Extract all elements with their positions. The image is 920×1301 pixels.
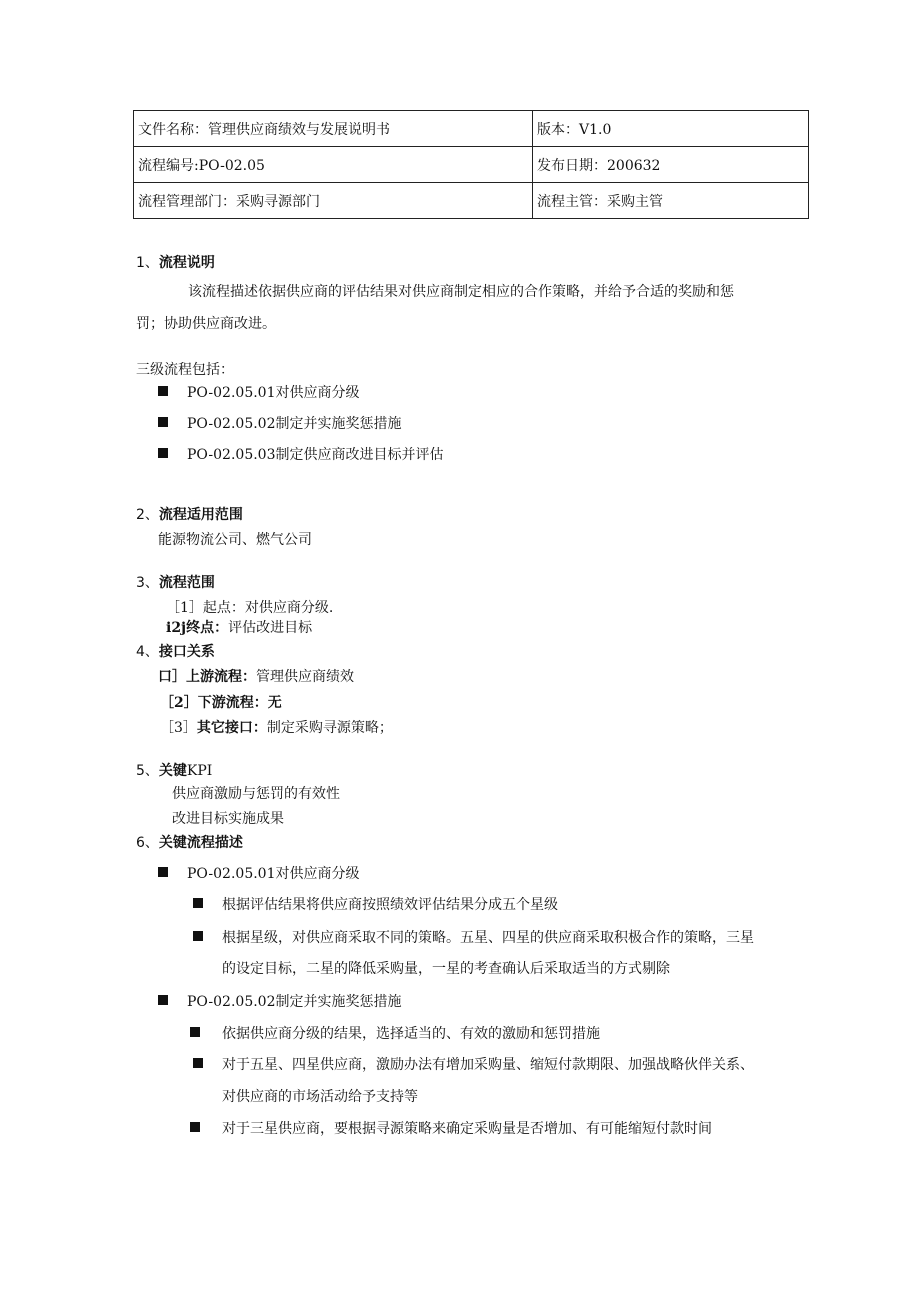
bullet-square-icon <box>193 1058 203 1068</box>
group-1-bullet-2-line1: 根据星级，对供应商采取不同的策略。五星、四星的供应商采取积极合作的策略，三星 <box>222 930 754 946</box>
bullet-square-icon <box>190 1122 200 1132</box>
section-1-para-line2: 罚；协助供应商改进。 <box>136 316 276 332</box>
scope-end: i2j终点：评估改进目标 <box>166 620 313 636</box>
bullet-square-icon <box>158 417 168 427</box>
bullet-square-icon <box>193 931 203 941</box>
subprocess-item: PO-02.05.03制定供应商改进目标并评估 <box>187 447 444 463</box>
other-interface: ［3］其它接口：制定采购寻源策略； <box>160 720 393 736</box>
group-1-bullet-1: 根据评估结果将供应商按照绩效评估结果分成五个星级 <box>222 897 558 913</box>
section-2-text: 能源物流公司、燃气公司 <box>158 532 312 548</box>
bullet-square-icon <box>158 867 168 877</box>
section-3-heading: 3、流程范围 <box>136 575 215 591</box>
dept-cell: 流程管理部门：采购寻源部门 <box>134 183 533 219</box>
scope-start: ［1］起点：对供应商分级. <box>166 600 334 616</box>
release-date-cell: 发布日期：200632 <box>533 147 809 183</box>
subprocess-item: PO-02.05.02制定并实施奖惩措施 <box>187 416 402 432</box>
upstream-process: 口］上游流程：管理供应商绩效 <box>158 669 354 685</box>
section-6-heading: 6、关键流程描述 <box>136 835 243 851</box>
bullet-square-icon <box>193 898 203 908</box>
bullet-square-icon <box>190 1027 200 1037</box>
kpi-item: 改进目标实施成果 <box>172 811 284 827</box>
group-2-title: PO-02.05.02制定并实施奖惩措施 <box>187 994 402 1010</box>
group-2-bullet-2-line1: 对于五星、四星供应商，激励办法有增加采购量、缩短付款期限、加强战略伙伴关系、 <box>222 1057 754 1073</box>
group-2-bullet-1: 依据供应商分级的结果，选择适当的、有效的激励和惩罚措施 <box>222 1026 600 1042</box>
section-4-heading: 4、接口关系 <box>136 644 215 660</box>
bullet-square-icon <box>158 995 168 1005</box>
kpi-item: 供应商激励与惩罚的有效性 <box>172 786 340 802</box>
version-cell: 版本：V1.0 <box>533 111 809 147</box>
section-1-para-line1: 该流程描述依据供应商的评估结果对供应商制定相应的合作策略，并给予合适的奖励和惩 <box>188 284 734 300</box>
group-1-bullet-2-line2: 的设定目标，二星的降低采购量，一星的考查确认后采取适当的方式剔除 <box>222 961 670 977</box>
section-2-heading: 2、流程适用范围 <box>136 507 243 523</box>
group-2-bullet-2-line2: 对供应商的市场活动给予支持等 <box>222 1089 418 1105</box>
owner-cell: 流程主管：采购主管 <box>533 183 809 219</box>
section-1-sub-intro: 三级流程包括： <box>136 362 234 378</box>
group-2-bullet-3: 对于三星供应商，要根据寻源策略来确定采购量是否增加、有可能缩短付款时间 <box>222 1121 712 1137</box>
document-meta-table <box>133 110 809 219</box>
downstream-process: ［2］下游流程：无 <box>160 695 282 711</box>
section-5-heading: 5、关键KPI <box>136 763 213 779</box>
section-1-heading: 1、流程说明 <box>136 255 215 271</box>
bullet-square-icon <box>158 448 168 458</box>
process-no-cell: 流程编号:PO-02.05 <box>134 147 533 183</box>
subprocess-item: PO-02.05.01对供应商分级 <box>187 385 360 401</box>
group-1-title: PO-02.05.01对供应商分级 <box>187 866 360 882</box>
bullet-square-icon <box>158 386 168 396</box>
file-name-cell: 文件名称：管理供应商绩效与发展说明书 <box>134 111 533 147</box>
